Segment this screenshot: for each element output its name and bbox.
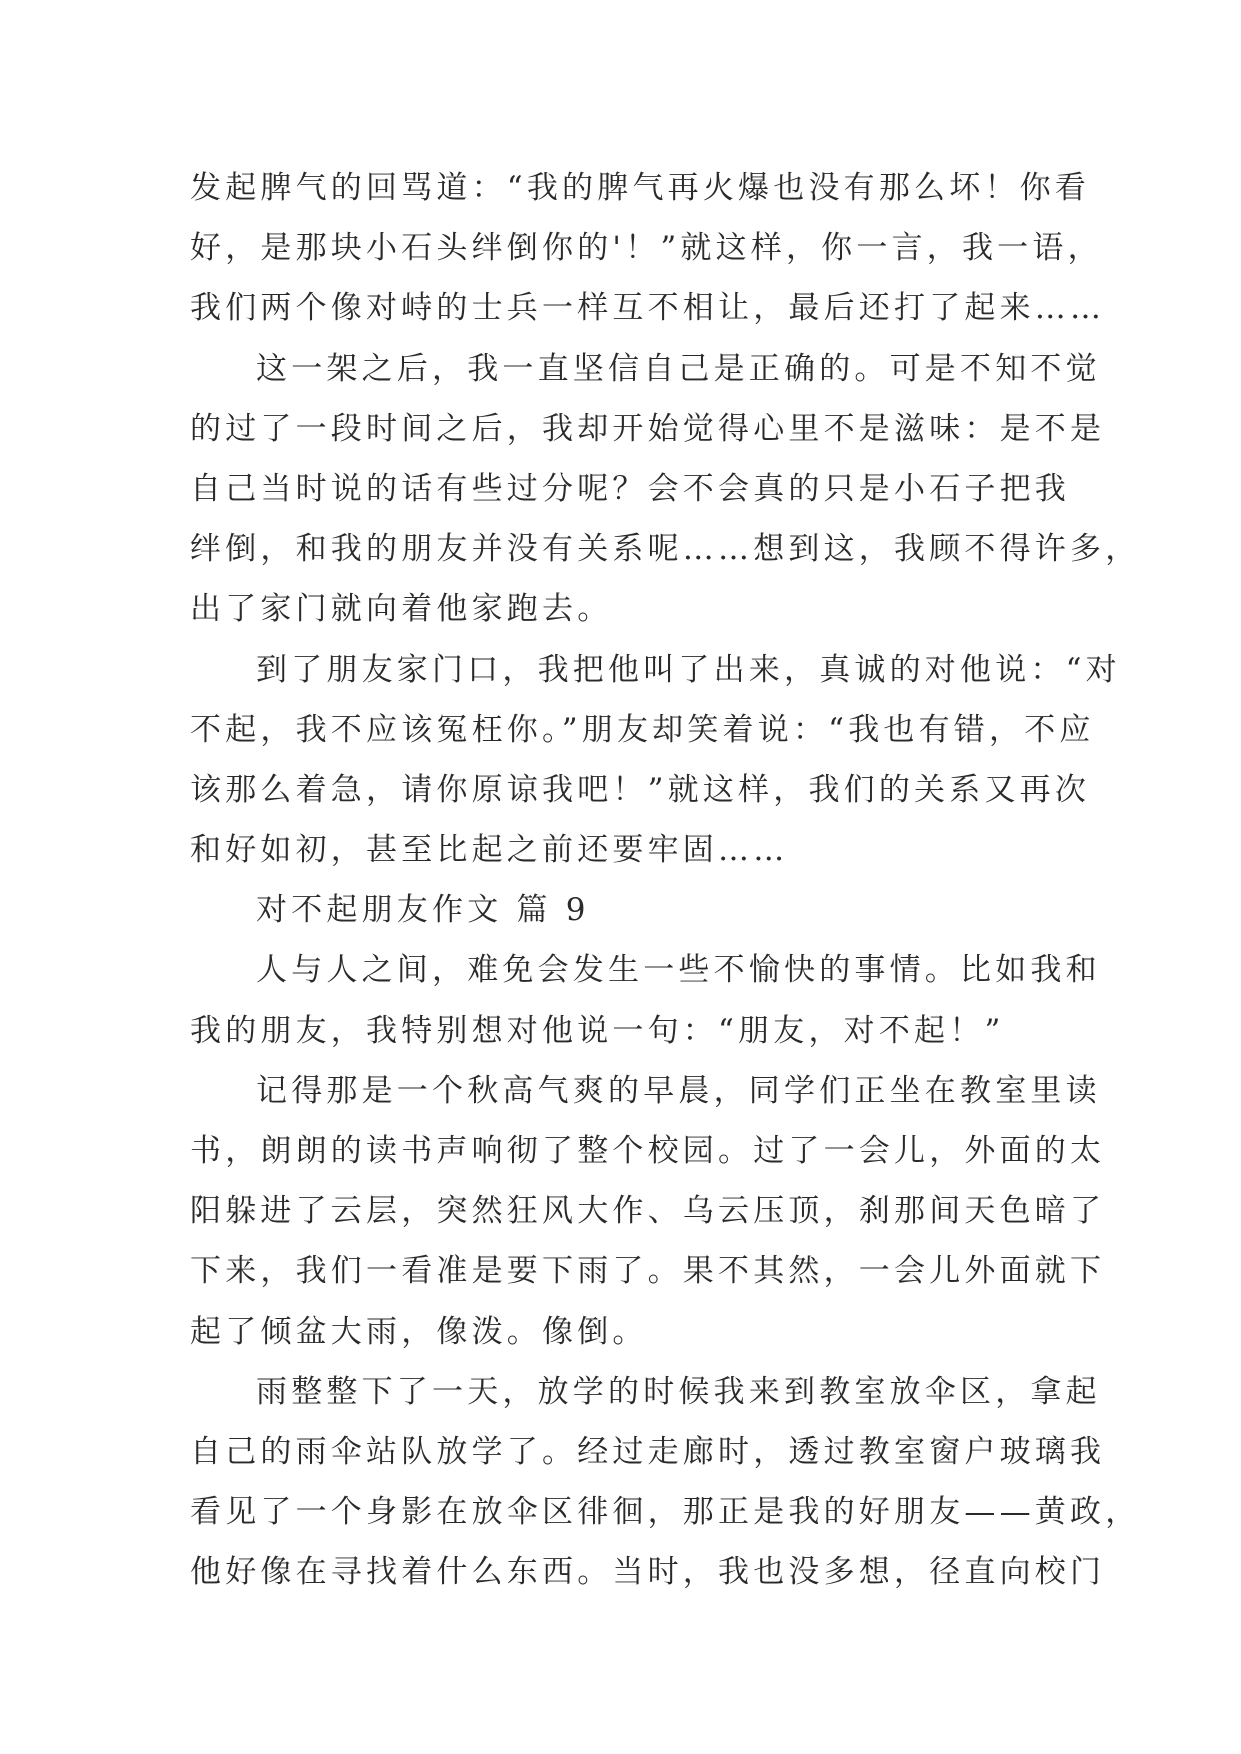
text-line: 我的朋友，我特别想对他说一句：“朋友，对不起！” bbox=[190, 1012, 1005, 1049]
paragraph-start-line: 到了朋友家门口，我把他叫了出来，真诚的对他说：“对 bbox=[256, 651, 1121, 688]
text-line: 自己的雨伞站队放学了。经过走廊时，透过教室窗户玻璃我 bbox=[190, 1433, 1106, 1470]
text-line: 阳躲进了云层，突然狂风大作、乌云压顶，刹那间天色暗了 bbox=[190, 1193, 1106, 1230]
text-line: 书，朗朗的读书声响彻了整个校园。过了一会儿，外面的太 bbox=[190, 1133, 1106, 1169]
text-line: 不起，我不应该冤枉你。”朋友却笑着说：“我也有错，不应 bbox=[190, 711, 1095, 748]
text-line: 下来，我们一看准是要下雨了。果不其然，一会儿外面就下 bbox=[190, 1253, 1106, 1290]
paragraph-start-line: 记得那是一个秋高气爽的早晨，同学们正坐在教室里读 bbox=[256, 1072, 1101, 1109]
text-line: 出了家门就向着他家跑去。 bbox=[190, 591, 613, 628]
text-line: 绊倒，和我的朋友并没有关系呢……想到这，我顾不得许多， bbox=[190, 531, 1141, 568]
paragraph-start-line: 雨整整下了一天，放学的时候我来到教室放伞区，拿起 bbox=[256, 1373, 1101, 1410]
text-line: 看见了一个身影在放伞区徘徊，那正是我的好朋友——黄政， bbox=[190, 1494, 1141, 1531]
text-line: 和好如初，甚至比起之前还要牢固…… bbox=[190, 832, 789, 869]
text-line: 的过了一段时间之后，我却开始觉得心里不是滋味：是不是 bbox=[190, 410, 1106, 447]
section-heading: 对不起朋友作文 篇 9 bbox=[256, 892, 590, 929]
text-line: 我们两个像对峙的士兵一样互不相让，最后还打了起来…… bbox=[190, 290, 1106, 327]
text-line: 好，是那块小石头绊倒你的'！”就这样，你一言，我一语， bbox=[190, 230, 1103, 267]
text-line: 他好像在寻找着什么东西。当时，我也没多想，径直向校门 bbox=[190, 1554, 1106, 1591]
paragraph-start-line: 这一架之后，我一直坚信自己是正确的。可是不知不觉 bbox=[256, 350, 1101, 387]
text-line: 该那么着急，请你原谅我吧！”就这样，我们的关系又再次 bbox=[190, 771, 1091, 808]
paragraph-start-line: 人与人之间，难免会发生一些不愉快的事情。比如我和 bbox=[256, 952, 1101, 989]
essay-body bbox=[190, 158, 1141, 1603]
text-line: 起了倾盆大雨，像泼。像倒。 bbox=[190, 1313, 648, 1350]
text-line: 自己当时说的话有些过分呢？会不会真的只是小石子把我 bbox=[190, 470, 1070, 507]
text-line: 发起脾气的回骂道：“我的脾气再火爆也没有那么坏！你看 bbox=[190, 170, 1091, 206]
